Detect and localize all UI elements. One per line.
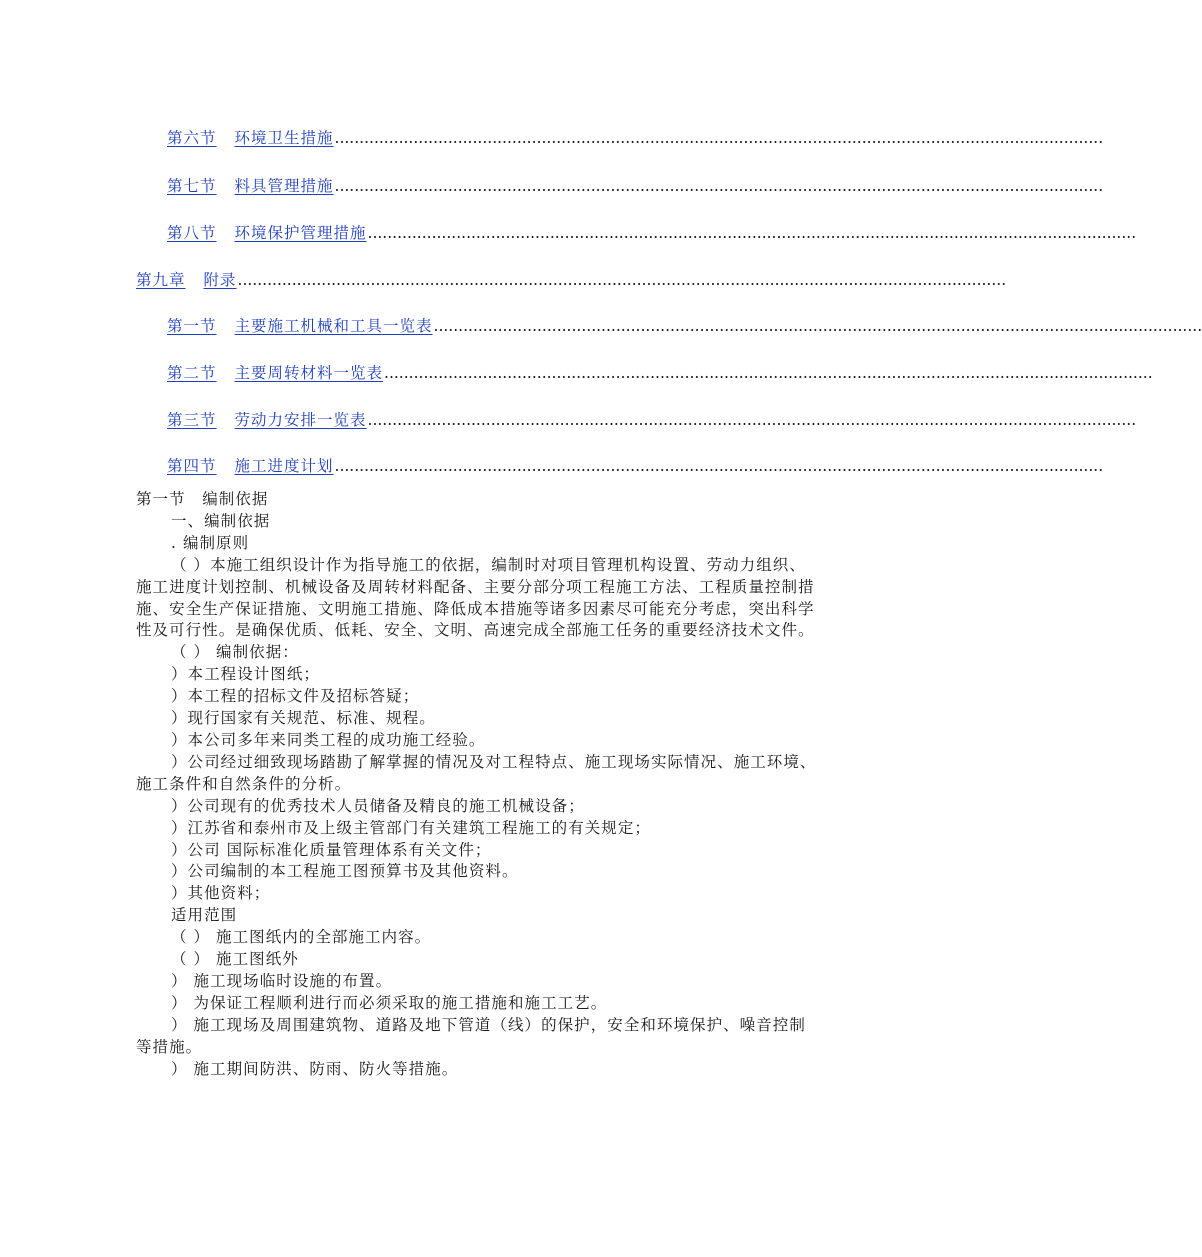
toc-section-entry	[0, 223, 1137, 243]
list-item: ）本公司多年来同类工程的成功施工经验。	[171, 730, 486, 749]
toc-entry-title: 环境卫生措施	[234, 129, 334, 147]
toc-leader-dots: ............................................................................................................................................................	[433, 317, 1202, 335]
toc-leader-dots: ............................................................................................................................................................	[334, 129, 1104, 147]
toc-link[interactable]	[167, 363, 383, 383]
toc-entry-label: 第七节	[167, 177, 217, 195]
scope-item: ） 施工期间防洪、防雨、防火等措施。	[171, 1059, 459, 1078]
list-item: ）公司现有的优秀技术人员储备及精良的施工机械设备；	[171, 796, 585, 815]
toc-leader-dots: ............................................................................................................................................................	[367, 411, 1137, 429]
toc-link[interactable]	[167, 128, 334, 148]
list-item: ）公司 国际标准化质量管理体系有关文件；	[171, 840, 492, 859]
toc-section-entry	[0, 456, 1104, 476]
toc-entry-label: 第三节	[167, 411, 217, 429]
subheading-basis: 一、编制依据	[171, 511, 271, 530]
toc-leader-dots: ............................................................................................................................................................	[237, 271, 1007, 289]
toc-section-entry	[0, 316, 1202, 336]
list-item: ）现行国家有关规范、标准、规程。	[171, 709, 436, 728]
document-body	[136, 489, 818, 1080]
list-item: ）其他资料；	[171, 884, 271, 903]
toc-entry-title: 主要施工机械和工具一览表	[234, 317, 433, 335]
scope-item: ） 为保证工程顺利进行而必须采取的施工措施和施工工艺。	[171, 993, 608, 1012]
toc-entry-label: 第九章	[136, 271, 186, 289]
toc-leader-dots: ............................................................................................................................................................	[334, 457, 1104, 475]
list-item: ）本工程设计图纸；	[171, 665, 320, 684]
scope-item: （ ） 施工图纸内的全部施工内容。	[171, 928, 432, 947]
toc-section-entry	[0, 410, 1137, 430]
toc-link[interactable]	[136, 270, 237, 290]
toc-entry-label: 第二节	[167, 364, 217, 382]
toc-link[interactable]	[167, 176, 334, 196]
scope-item: （ ） 施工图纸外	[171, 950, 299, 969]
toc-section-entry	[0, 176, 1104, 196]
basis-title: （ ） 编制依据：	[171, 643, 299, 662]
subheading-principles: . 编制原则	[171, 533, 250, 552]
toc-entry-label: 第八节	[167, 224, 217, 242]
toc-entry-label: 第一节	[167, 317, 217, 335]
toc-entry-title: 料具管理措施	[234, 177, 334, 195]
section-heading: 第一节 编制依据	[136, 490, 269, 508]
toc-link[interactable]	[167, 316, 433, 336]
toc-entry-title: 环境保护管理措施	[234, 224, 367, 242]
toc-leader-dots: ............................................................................................................................................................	[334, 177, 1104, 195]
toc-entry-title: 施工进度计划	[234, 457, 334, 475]
toc-entry-label: 第六节	[167, 129, 217, 147]
toc-entry-title: 劳动力安排一览表	[234, 411, 367, 429]
list-item: ）公司经过细致现场踏勘了解掌握的情况及对工程特点、施工现场实际情况、施工环境、施工条件和自然条件的分析。	[136, 752, 817, 793]
toc-entry-title: 附录	[203, 271, 237, 289]
scope-title: 适用范围	[171, 906, 238, 925]
scope-item: ） 施工现场临时设施的布置。	[171, 971, 393, 990]
toc-section-entry	[0, 363, 1153, 383]
toc-link[interactable]	[167, 456, 334, 476]
toc-leader-dots: ............................................................................................................................................................	[384, 364, 1153, 382]
paragraph-principles: （ ）本施工组织设计作为指导施工的依据，编制时对项目管理机构设置、劳动力组织、施工进度计划控制、机械设备及周转材料配备、主要分部分项工程施工方法、工程质量控制措施、安全生产保证措施、文明施工措施、降低成本措施等诸多因素尽可能充分考虑，突出科学性及可行性。是确保优质、低耗、安全、文明、高速完成全部施工任务的重要经济技术文件。	[136, 555, 815, 640]
list-item: ）公司编制的本工程施工图预算书及其他资料。	[171, 862, 519, 881]
toc-entry-title: 主要周转材料一览表	[234, 364, 384, 382]
toc-section-entry	[0, 128, 1104, 148]
toc-link[interactable]	[167, 410, 367, 430]
list-item: ）江苏省和泰州市及上级主管部门有关建筑工程施工的有关规定；	[171, 818, 651, 837]
toc-entry-label: 第四节	[167, 457, 217, 475]
toc-leader-dots: ............................................................................................................................................................	[367, 224, 1137, 242]
toc-chapter-entry	[0, 270, 1007, 290]
toc-link[interactable]	[167, 223, 367, 243]
scope-item: ） 施工现场及周围建筑物、道路及地下管道（线）的保护，安全和环境保护、噪音控制等措施。	[136, 1015, 806, 1056]
list-item: ）本工程的招标文件及招标答疑；	[171, 687, 420, 706]
